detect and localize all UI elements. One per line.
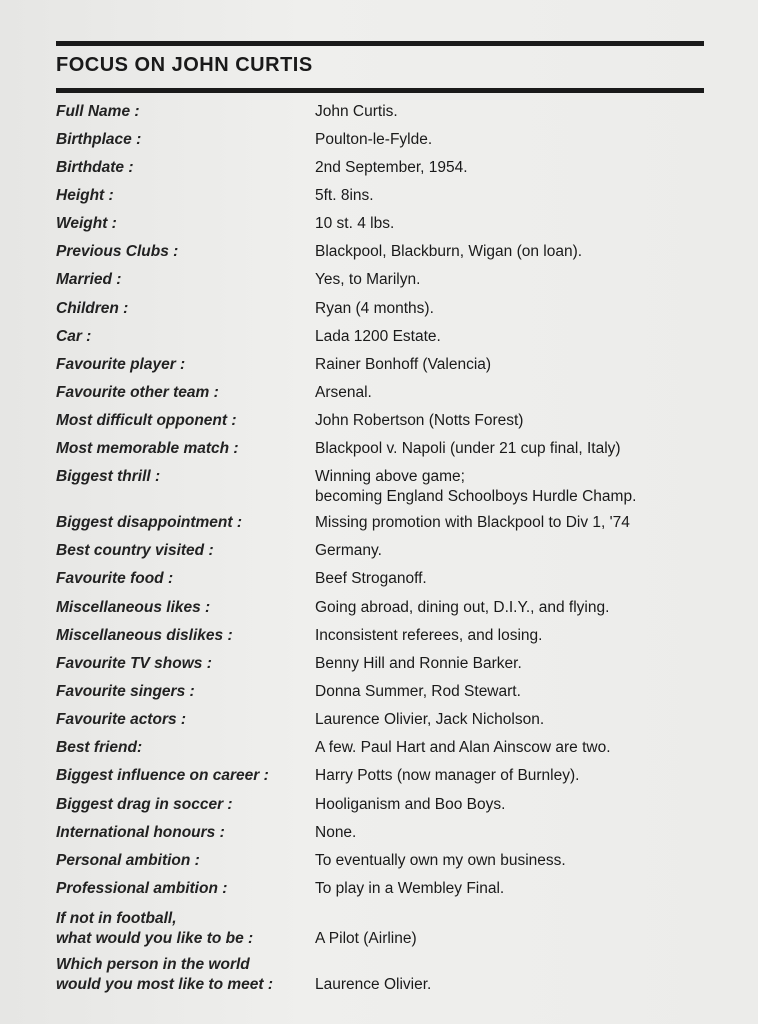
row-label-line: If not in football,: [56, 910, 177, 927]
row-value: Harry Potts (now manager of Burnley).: [315, 767, 580, 784]
row-value: Blackpool v. Napoli (under 21 cup final, Italy): [315, 440, 621, 457]
row-label: Biggest thrill :: [56, 468, 161, 485]
row-label: Favourite actors :: [56, 711, 187, 728]
row-label: Birthplace :: [56, 131, 142, 148]
row-label: Married :: [56, 271, 122, 288]
row-label: Children :: [56, 300, 129, 317]
row-label-line: Which person in the world: [56, 956, 250, 973]
row-label: Height :: [56, 187, 114, 204]
row-value-line: becoming England Schoolboys Hurdle Champ.: [315, 488, 637, 505]
row-value: Laurence Olivier.: [315, 976, 432, 993]
row-value: Lada 1200 Estate.: [315, 328, 441, 345]
row-value: Laurence Olivier, Jack Nicholson.: [315, 711, 545, 728]
row-value: To eventually own my own business.: [315, 852, 566, 869]
row-label: Favourite other team :: [56, 384, 219, 401]
row-label: Most difficult opponent :: [56, 412, 237, 429]
row-label: [56, 955, 311, 995]
row-value-line: Winning above game;: [315, 468, 465, 485]
row-label: International honours :: [56, 824, 225, 841]
row-value: Poulton-le-Fylde.: [315, 131, 433, 148]
row-value: Ryan (4 months).: [315, 300, 434, 317]
row-value: Germany.: [315, 542, 382, 559]
row-value: Rainer Bonhoff (Valencia): [315, 356, 492, 373]
row-label: Best friend:: [56, 739, 143, 756]
row-label: Favourite TV shows :: [56, 655, 212, 672]
row-value: Missing promotion with Blackpool to Div 1, '74: [315, 514, 630, 531]
row-label: Favourite singers :: [56, 683, 195, 700]
row-label: Most memorable match :: [56, 440, 239, 457]
row-label: [56, 909, 311, 949]
row-value: Arsenal.: [315, 384, 372, 401]
row-value: Going abroad, dining out, D.I.Y., and flying.: [315, 599, 610, 616]
row-label: Miscellaneous likes :: [56, 599, 211, 616]
top-rule: [56, 41, 704, 46]
row-value: None.: [315, 824, 357, 841]
row-label: Favourite player :: [56, 356, 186, 373]
row-label-line: would you most like to meet :: [56, 976, 274, 993]
row-label: Biggest influence on career :: [56, 767, 269, 784]
title-underline: [56, 88, 704, 93]
row-label: Biggest disappointment :: [56, 514, 242, 531]
row-value: A Pilot (Airline): [315, 930, 417, 947]
row-value: Hooliganism and Boo Boys.: [315, 796, 506, 813]
row-value: Beef Stroganoff.: [315, 570, 427, 587]
row-label: Favourite food :: [56, 570, 174, 587]
row-label-line: what would you like to be :: [56, 930, 254, 947]
row-value: John Curtis.: [315, 103, 398, 120]
row-value: Inconsistent referees, and losing.: [315, 627, 543, 644]
row-value: To play in a Wembley Final.: [315, 880, 505, 897]
row-value: [315, 467, 735, 507]
row-label: Best country visited :: [56, 542, 214, 559]
row-label: Weight :: [56, 215, 117, 232]
row-value: John Robertson (Notts Forest): [315, 412, 524, 429]
row-value: A few. Paul Hart and Alan Ainscow are two.: [315, 739, 611, 756]
row-label: Car :: [56, 328, 92, 345]
row-value: Donna Summer, Rod Stewart.: [315, 683, 521, 700]
row-value: 5ft. 8ins.: [315, 187, 374, 204]
row-label: Miscellaneous dislikes :: [56, 627, 233, 644]
row-value: Yes, to Marilyn.: [315, 271, 421, 288]
row-label: Birthdate :: [56, 159, 134, 176]
row-value: 2nd September, 1954.: [315, 159, 468, 176]
row-label: Full Name :: [56, 103, 140, 120]
row-value: Blackpool, Blackburn, Wigan (on loan).: [315, 243, 583, 260]
row-label: Previous Clubs :: [56, 243, 179, 260]
row-value: 10 st. 4 lbs.: [315, 215, 395, 232]
page-title: FOCUS ON JOHN CURTIS: [56, 54, 313, 76]
row-label: Professional ambition :: [56, 880, 228, 897]
row-label: Personal ambition :: [56, 852, 200, 869]
row-label: Biggest drag in soccer :: [56, 796, 233, 813]
row-value: Benny Hill and Ronnie Barker.: [315, 655, 522, 672]
